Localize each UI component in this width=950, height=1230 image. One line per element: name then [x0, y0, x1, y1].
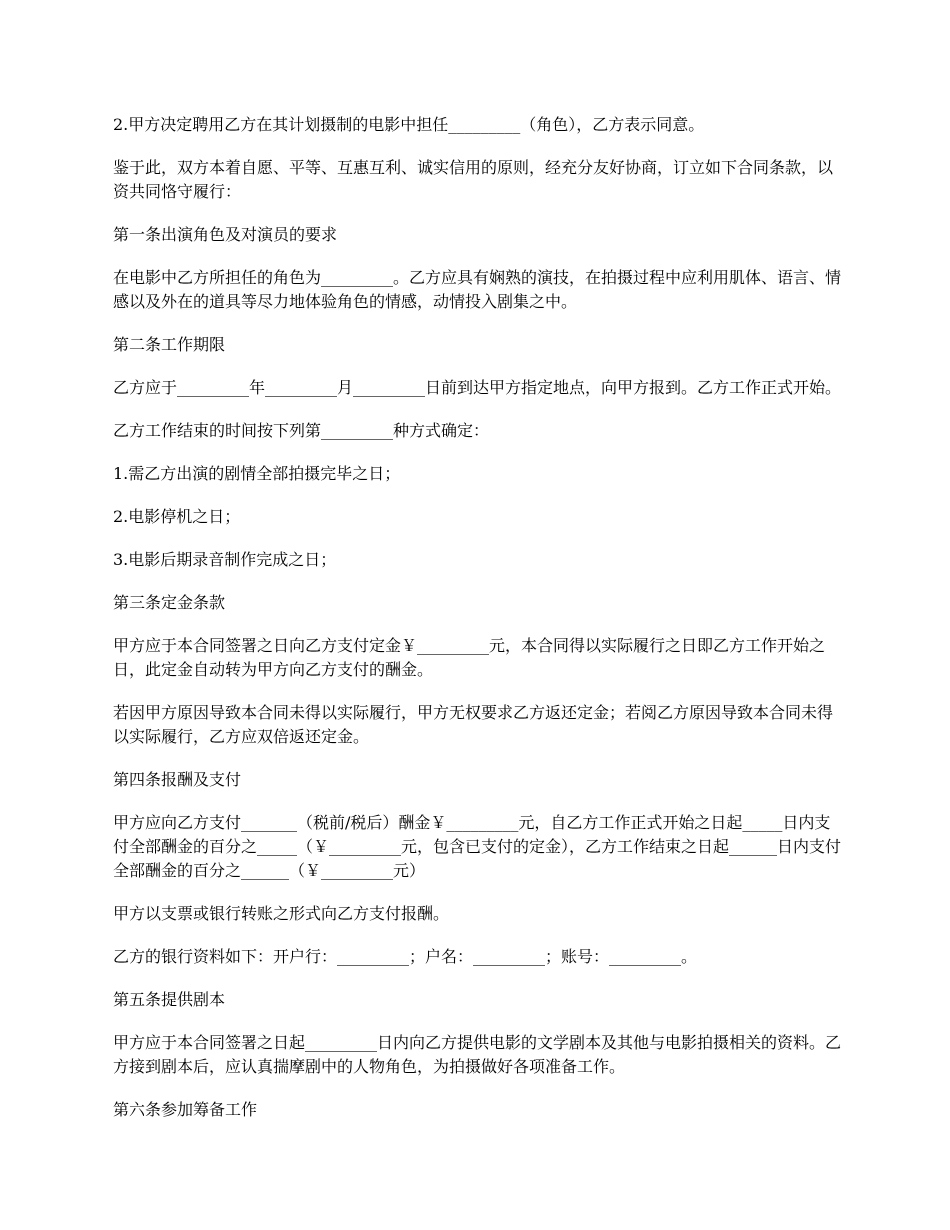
section-heading-1: 第一条出演角色及对演员的要求 — [113, 225, 338, 244]
paragraph-role-requirements: 在电影中乙方所担任的角色为_________。乙方应具有娴熟的演技，在拍摄过程中应利用肌体、语言、情感以及外在的道具等尽力地体验角色的情感，动情投入剧集之中。 — [113, 268, 842, 311]
list-item-end-option-3: 3.电影后期录音制作完成之日； — [113, 550, 337, 569]
paragraph-script-delivery: 甲方应于本合同签署之日起_________日内向乙方提供电影的文学剧本及其他与电影拍摄相关的资料。乙方接到剧本后，应认真揣摩剧中的人物角色，为拍摄做好各项准备工作。 — [113, 1033, 842, 1076]
list-item-end-option-2: 2.电影停机之日； — [113, 507, 241, 526]
list-item-end-option-1: 1.需乙方出演的剧情全部拍摄完毕之日； — [113, 464, 401, 483]
paragraph-preamble: 鉴于此，双方本着自愿、平等、互惠互利、诚实信用的原则，经充分友好协商，订立如下合同条款，以资共同恪守履行： — [113, 158, 834, 201]
paragraph-role-engagement: 2.甲方决定聘用乙方在其计划摄制的电影中担任_________（角色），乙方表示同意。 — [113, 115, 705, 134]
paragraph-report-date: 乙方应于_________年_________月_________日前到达甲方指定地点，向甲方报到。乙方工作正式开始。 — [113, 378, 842, 397]
section-heading-6: 第六条参加筹备工作 — [113, 1100, 258, 1119]
paragraph-deposit: 甲方应于本合同签署之日向乙方支付定金￥_________元，本合同得以实际履行之日即乙方工作开始之日，此定金自动转为甲方向乙方支付的酬金。 — [113, 636, 826, 679]
paragraph-deposit-breach: 若因甲方原因导致本合同未得以实际履行，甲方无权要求乙方返还定金；若阅乙方原因导致本合同未得以实际履行，乙方应双倍返还定金。 — [113, 703, 834, 746]
paragraph-end-method: 乙方工作结束的时间按下列第_________种方式确定： — [113, 421, 490, 440]
section-heading-3: 第三条定金条款 — [113, 593, 226, 612]
paragraph-payment-method: 甲方以支票或银行转账之形式向乙方支付报酬。 — [113, 904, 450, 923]
section-heading-5: 第五条提供剧本 — [113, 990, 226, 1009]
paragraph-payment-terms: 甲方应向乙方支付_______（税前/税后）酬金￥_________元，自乙方工作正式开始之日起_____日内支付全部酬金的百分之_____（￥_________元，包含已支付的定金），乙方工作结束之日起______日内支付全部酬金的百分之______（￥_________元） — [113, 813, 842, 880]
paragraph-bank-info: 乙方的银行资料如下：开户行：_________；户名：_________；账号：_________。 — [113, 947, 698, 966]
section-heading-4: 第四条报酬及支付 — [113, 770, 242, 789]
document-body — [113, 113, 843, 1141]
section-heading-2: 第二条工作期限 — [113, 335, 226, 354]
